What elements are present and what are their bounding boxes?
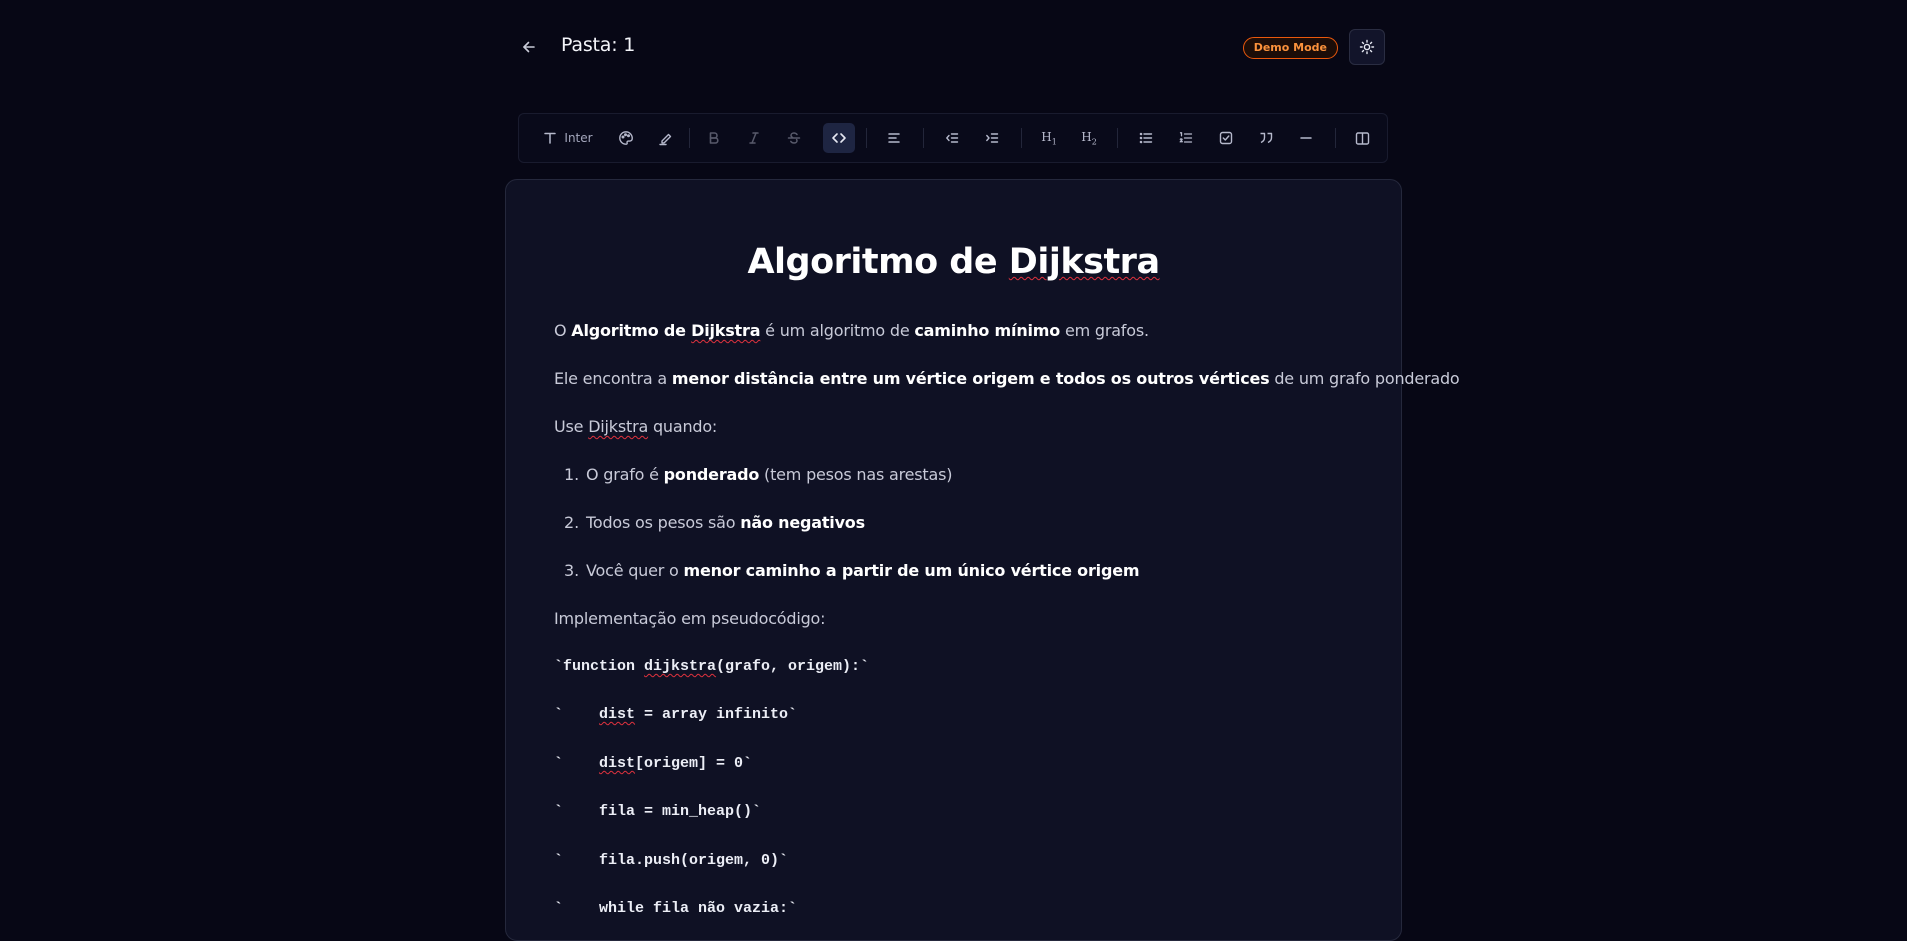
list-item-number: 2. — [564, 513, 580, 532]
toolbar-separator — [1117, 128, 1118, 148]
list-item-number: 1. — [564, 465, 580, 484]
code-line: ` while fila não vazia:` — [554, 900, 798, 917]
toolbar-separator — [923, 128, 924, 148]
ordered-list-icon — [1179, 131, 1193, 145]
page-header — [505, 26, 1385, 68]
list-item-text: O grafo é ponderado (tem pesos nas arestas) — [586, 465, 953, 484]
indent-button[interactable] — [977, 123, 1007, 153]
horizontal-rule-button[interactable] — [1291, 123, 1321, 153]
code-line: ` dist[origem] = 0` — [554, 755, 753, 772]
quote-icon — [1258, 130, 1274, 146]
outdent-icon — [945, 131, 959, 145]
toolbar-separator — [1335, 128, 1336, 148]
italic-icon — [747, 131, 761, 145]
list-item-number: 3. — [564, 561, 580, 580]
font-family-label: Inter — [564, 131, 593, 145]
toolbar-separator — [1021, 128, 1022, 148]
highlighter-icon — [658, 130, 674, 146]
strikethrough-icon — [787, 131, 801, 145]
toolbar-separator — [866, 128, 867, 148]
heading-1-icon: $H_1$ — [1041, 129, 1057, 147]
strikethrough-button[interactable] — [779, 123, 809, 153]
outdent-button[interactable] — [937, 123, 967, 153]
palette-icon — [618, 130, 634, 146]
highlight-button[interactable] — [651, 123, 681, 153]
indent-icon — [985, 131, 999, 145]
task-list-button[interactable] — [1211, 123, 1241, 153]
inline-code-button[interactable] — [823, 123, 855, 153]
code-line: ` fila = min_heap()` — [554, 803, 762, 820]
code-line: ` dist = array infinito` — [554, 706, 798, 723]
heading-1-button[interactable] — [1034, 123, 1064, 153]
document-title: Algoritmo de Dijkstra — [747, 242, 1160, 282]
code-line: `function dijkstra(grafo, origem):` — [554, 658, 870, 675]
paragraph-pseudocode-heading: Implementação em pseudocódigo: — [554, 609, 826, 628]
theme-toggle-button[interactable] — [1349, 29, 1385, 65]
blockquote-button[interactable] — [1251, 123, 1281, 153]
bold-icon — [707, 131, 721, 145]
heading-2-button[interactable] — [1074, 123, 1104, 153]
paragraph-when-to-use: Use Dijkstra quando: — [554, 417, 718, 436]
list-item-text: Todos os pesos são não negativos — [586, 513, 865, 532]
editor-document[interactable] — [505, 179, 1460, 941]
text-type-icon — [543, 131, 557, 145]
bullet-list-icon — [1139, 131, 1153, 145]
list-item-text: Você quer o menor caminho a partir de um único vértice origem — [586, 561, 1140, 580]
text-align-button[interactable] — [879, 123, 909, 153]
heading-2-icon: $H_2$ — [1081, 129, 1097, 147]
italic-button[interactable] — [739, 123, 769, 153]
page-title: Pasta: 1 — [561, 34, 636, 56]
toolbar-separator — [689, 128, 690, 148]
editor-toolbar — [518, 113, 1388, 163]
checkbox-icon — [1219, 131, 1233, 145]
back-button[interactable] — [517, 35, 541, 59]
align-left-icon — [887, 131, 901, 145]
font-family-button[interactable] — [533, 123, 603, 153]
bold-button[interactable] — [699, 123, 729, 153]
columns-icon — [1355, 131, 1370, 146]
text-color-button[interactable] — [611, 123, 641, 153]
minus-icon — [1299, 131, 1313, 145]
paragraph-description: Ele encontra a menor distância entre um vértice origem e todos os outros vértices de um grafo ponderado — [554, 369, 1460, 388]
demo-mode-badge: Demo Mode — [1243, 37, 1338, 59]
paragraph-intro: O Algoritmo de Dijkstra é um algoritmo de caminho mínimo em grafos. — [554, 321, 1149, 340]
code-line: ` fila.push(origem, 0)` — [554, 852, 789, 869]
split-view-button[interactable] — [1347, 123, 1377, 153]
ordered-list-button[interactable] — [1171, 123, 1201, 153]
arrow-left-icon — [521, 39, 537, 55]
sun-icon — [1359, 39, 1375, 55]
bullet-list-button[interactable] — [1131, 123, 1161, 153]
code-icon — [831, 130, 847, 146]
